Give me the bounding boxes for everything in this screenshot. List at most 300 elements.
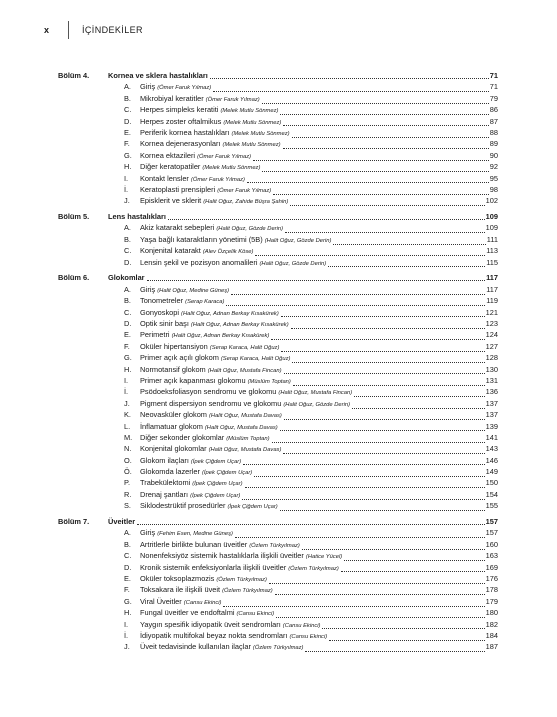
- section-authors: (Melek Mutlu Sönmez): [220, 108, 279, 115]
- section-letter: C.: [124, 105, 132, 115]
- section-row[interactable]: [58, 539, 498, 550]
- section-authors: (Melek Mutlu Sönmez): [202, 165, 261, 172]
- section-title: Akiz katarakt sebepleri: [140, 223, 215, 233]
- section-authors: (Halit Oğuz, Mustafa Fincan): [278, 390, 353, 397]
- section-page: 150: [485, 478, 498, 488]
- section-row[interactable]: [58, 607, 498, 618]
- section-page: 139: [485, 421, 498, 431]
- section-authors: (Melek Mutlu Sönmez): [222, 142, 281, 149]
- section-page: 117: [486, 284, 498, 294]
- section-title: Oküler hipertansiyon: [140, 341, 208, 351]
- chapter-page: 109: [485, 212, 498, 222]
- section-row[interactable]: [58, 184, 498, 195]
- section-letter: J.: [124, 642, 130, 652]
- dot-leader: [344, 554, 484, 561]
- section-row[interactable]: [58, 466, 498, 477]
- dot-leader: [283, 142, 489, 149]
- section-authors: (Müslüm Toptan): [226, 435, 270, 442]
- section-authors: (Müslüm Toptan): [247, 378, 291, 385]
- section-letter: A.: [124, 223, 131, 233]
- dot-leader: [283, 119, 488, 126]
- dot-leader: [280, 504, 485, 511]
- section-letter: G.: [124, 150, 132, 160]
- section-title: Herpes zoster oftalmikus: [140, 116, 222, 126]
- section-authors: (İpek Çiğdem Uçar): [190, 458, 242, 465]
- dot-leader: [329, 634, 484, 641]
- section-page: 137: [485, 410, 498, 420]
- section-authors: (Halit Oğuz, Adnan Berkay Kısakürek): [190, 321, 289, 328]
- dot-leader: [137, 518, 485, 525]
- section-title: Yaygın spesifik idiyopatik üveit sendromları: [140, 619, 281, 629]
- section-row[interactable]: [58, 386, 498, 397]
- dot-leader: [281, 310, 485, 317]
- section-row[interactable]: [58, 234, 498, 245]
- section-title: Glokom ilaçları: [140, 455, 189, 465]
- section-row[interactable]: [58, 284, 498, 295]
- section-page: 149: [485, 467, 498, 477]
- section-title: Glokomda lazerler: [140, 467, 200, 477]
- section-letter: R.: [124, 489, 132, 499]
- section-title: Toksakara ile ilişkili üveit: [140, 585, 221, 595]
- section-page: 143: [485, 444, 498, 454]
- chapter-title: Glokomlar: [108, 273, 145, 283]
- section-page: 163: [485, 551, 498, 561]
- section-authors: (Ömer Faruk Yılmaz): [197, 153, 252, 160]
- section-row[interactable]: [58, 584, 498, 595]
- dot-leader: [231, 288, 485, 295]
- chapter-page: 71: [489, 71, 498, 80]
- section-row[interactable]: [58, 104, 498, 115]
- section-authors: (Ömer Faruk Yılmaz): [190, 176, 245, 183]
- section-row[interactable]: [58, 421, 498, 432]
- section-row[interactable]: [58, 173, 498, 184]
- section-authors: (Halit Oğuz, Mustafa Fincan): [207, 367, 282, 374]
- dot-leader: [284, 413, 485, 420]
- section-authors: (Hatice Yücel): [305, 554, 343, 561]
- section-title: Oküler toksoplazmozis: [140, 573, 215, 583]
- section-title: Primer açık açılı glokom: [140, 353, 219, 363]
- section-page: 182: [485, 619, 498, 629]
- section-title: Tonometreler: [140, 296, 184, 306]
- section-letter: D.: [124, 318, 132, 328]
- section-row[interactable]: [58, 500, 498, 511]
- section-letter: A.: [124, 528, 131, 538]
- section-authors: (Özlem Türkyılmaz): [249, 542, 300, 549]
- section-title: Lensin şekil ve pozisyon anomalileri: [140, 257, 258, 267]
- dot-leader: [272, 436, 485, 443]
- section-letter: G.: [124, 596, 132, 606]
- section-row[interactable]: [58, 364, 498, 375]
- section-letter: İ.: [124, 387, 129, 397]
- dot-leader: [291, 322, 485, 329]
- section-authors: (Alev Özçelik Köse): [202, 249, 254, 256]
- section-letter: Ö.: [124, 467, 132, 477]
- section-row[interactable]: [58, 295, 498, 306]
- section-title: Pigment dispersiyon sendromu ve glokomu: [140, 398, 282, 408]
- section-page: 169: [485, 562, 498, 572]
- section-authors: (Özlem Türkyılmaz): [252, 645, 304, 652]
- section-letter: P.: [124, 478, 131, 488]
- section-authors: (Cansu Ekinci): [289, 633, 328, 640]
- section-letter: C.: [124, 551, 132, 561]
- section-authors: (Ömer Faruk Yılmaz): [217, 187, 272, 194]
- section-letter: C.: [124, 307, 132, 317]
- chapter-row[interactable]: [58, 211, 498, 222]
- section-page: 141: [485, 432, 498, 442]
- section-title: Periferik kornea hastalıkları: [140, 127, 230, 137]
- dot-leader: [352, 402, 485, 409]
- chapter-title: Lens hastalıkları: [108, 212, 166, 222]
- section-page: 179: [485, 596, 498, 606]
- section-authors: (Halit Oğuz, Gözde Derin): [216, 226, 284, 233]
- section-title: Diğer keratopatiler: [140, 162, 201, 172]
- dot-leader: [255, 249, 485, 256]
- section-row[interactable]: [58, 352, 498, 363]
- section-letter: E.: [124, 330, 131, 340]
- table-of-contents: [58, 70, 498, 653]
- dot-leader: [354, 390, 484, 397]
- section-letter: D.: [124, 116, 132, 126]
- section-page: 119: [486, 296, 498, 306]
- dot-leader: [280, 108, 488, 115]
- section-page: 86: [489, 105, 498, 115]
- section-authors: (Halit Oğuz, Mustafa Davas): [204, 424, 278, 431]
- section-title: Kontakt lensler: [140, 173, 189, 183]
- section-row[interactable]: [58, 318, 498, 329]
- section-authors: (Halit Oğuz, Adnan Berkay Kısakürek): [181, 310, 279, 317]
- section-letter: F.: [124, 341, 130, 351]
- section-title: Neovasküler glokom: [140, 410, 207, 420]
- section-title: Üveit tedavisinde kullanılan ilaçlar: [140, 642, 251, 652]
- section-authors: (Özlem Türkyılmaz): [222, 588, 273, 595]
- section-row[interactable]: [58, 138, 498, 149]
- section-authors: (Serap Karaca, Halit Oğuz): [209, 344, 280, 351]
- dot-leader: [305, 645, 484, 652]
- section-authors: (Halit Oğuz, Gözde Derin): [283, 401, 351, 408]
- section-row[interactable]: [58, 477, 498, 488]
- section-row[interactable]: [58, 562, 498, 573]
- section-title: Kornea ektazileri: [140, 150, 196, 160]
- dot-leader: [281, 345, 484, 352]
- dot-leader: [147, 274, 486, 281]
- section-authors: (Özlem Türkyılmaz): [216, 576, 267, 583]
- section-authors: (Halit Oğuz, Adnan Berkay Kısakürek): [171, 333, 270, 340]
- section-authors: (İpek Çiğdem Uçar): [192, 481, 243, 488]
- section-page: 109: [485, 223, 498, 233]
- section-authors: (Halit Oğuz, Gözde Derin): [264, 237, 332, 244]
- section-letter: İ.: [124, 630, 129, 640]
- section-authors: (Cansu Ekinci): [236, 611, 275, 618]
- header-divider: [68, 21, 69, 39]
- chapter-page: 157: [485, 517, 498, 527]
- section-title: Herpes simpleks keratiti: [140, 105, 219, 115]
- section-row[interactable]: [58, 257, 498, 268]
- section-letter: F.: [124, 139, 130, 149]
- dot-leader: [333, 238, 485, 245]
- section-page: 180: [485, 608, 498, 618]
- section-letter: İ.: [124, 184, 129, 194]
- section-letter: L.: [124, 421, 131, 431]
- section-page: 130: [485, 364, 498, 374]
- section-letter: S.: [124, 501, 131, 511]
- section-authors: (Halit Oğuz, Medine Güneş): [157, 287, 230, 294]
- section-page: 184: [485, 630, 498, 640]
- section-page: 71: [489, 82, 498, 92]
- section-page: 92: [489, 162, 498, 172]
- dot-leader: [213, 85, 489, 92]
- section-page: 115: [486, 257, 498, 267]
- section-row[interactable]: [58, 116, 498, 127]
- section-title: Siklodestrüktif prosedürler: [140, 501, 226, 511]
- dot-leader: [292, 356, 484, 363]
- section-title: Konjenital katarakt: [140, 246, 201, 256]
- section-page: 176: [485, 573, 498, 583]
- section-row[interactable]: [58, 329, 498, 340]
- section-row[interactable]: [58, 245, 498, 256]
- section-letter: A.: [124, 284, 131, 294]
- section-row[interactable]: [58, 150, 498, 161]
- section-letter: B.: [124, 93, 131, 103]
- section-authors: (Halit Oğuz, Gözde Derin): [259, 260, 327, 267]
- section-title: Optik sinir başı: [140, 318, 189, 328]
- dot-leader: [341, 565, 485, 572]
- section-letter: I.: [124, 375, 129, 385]
- chapter-number: Bölüm 7.: [58, 517, 90, 527]
- section-letter: H.: [124, 162, 132, 172]
- chapter-number: Bölüm 6.: [58, 273, 90, 283]
- section-page: 128: [485, 353, 498, 363]
- page-header: [44, 25, 524, 41]
- dot-leader: [284, 367, 485, 374]
- dot-leader: [285, 226, 485, 233]
- dot-leader: [254, 470, 484, 477]
- section-authors: (Cansu Ekinci): [183, 599, 222, 606]
- dot-leader: [275, 588, 485, 595]
- section-page: 124: [485, 330, 498, 340]
- section-row[interactable]: [58, 222, 498, 233]
- section-page: 111: [486, 234, 498, 244]
- dot-leader: [302, 543, 485, 550]
- section-title: Kornea dejenerasyonları: [140, 139, 221, 149]
- section-row[interactable]: [58, 161, 498, 172]
- chapter-row[interactable]: [58, 272, 498, 283]
- section-title: İdiyopatik multifokal beyaz nokta sendromları: [140, 630, 288, 640]
- section-authors: (Serap Karaca, Halit Oğuz): [220, 356, 291, 363]
- section-row[interactable]: [58, 195, 498, 206]
- dot-leader: [269, 577, 485, 584]
- section-title: Psödoeksfoliasyon sendromu ve glokomu: [140, 387, 277, 397]
- section-title: Mikrobiyal keratitler: [140, 93, 204, 103]
- section-letter: B.: [124, 296, 131, 306]
- section-row[interactable]: [58, 307, 498, 318]
- section-authors: (Fehim Esen, Medine Güneş): [157, 531, 233, 538]
- section-row[interactable]: [58, 409, 498, 420]
- dot-leader: [245, 481, 485, 488]
- section-title: Primer açık kapanması glokomu: [140, 375, 246, 385]
- section-row[interactable]: [58, 455, 498, 466]
- dot-leader: [290, 199, 484, 206]
- section-page: 95: [489, 173, 498, 183]
- section-row[interactable]: [58, 398, 498, 409]
- chapter-row[interactable]: [58, 516, 498, 527]
- dot-leader: [292, 131, 489, 138]
- section-row[interactable]: [58, 641, 498, 652]
- page-number: x: [44, 25, 50, 35]
- section-page: 123: [485, 318, 498, 328]
- section-letter: E.: [124, 127, 131, 137]
- dot-leader: [262, 97, 489, 104]
- section-page: 187: [485, 642, 498, 652]
- section-title: Drenaj şantları: [140, 489, 189, 499]
- chapter-title: Kornea ve sklera hastalıkları: [108, 71, 208, 80]
- section-page: 121: [485, 307, 498, 317]
- section-letter: C.: [124, 246, 132, 256]
- section-page: 160: [485, 539, 498, 549]
- section-title: İnflamatuar glokom: [140, 421, 203, 431]
- dot-leader: [235, 531, 485, 538]
- dot-leader: [280, 424, 485, 431]
- page-title: İÇİNDEKİLER: [82, 25, 143, 35]
- dot-leader: [283, 447, 484, 454]
- section-row[interactable]: [58, 375, 498, 386]
- section-page: 136: [485, 387, 498, 397]
- section-page: 87: [489, 116, 498, 126]
- section-title: Fungal üveitler ve endoftalmi: [140, 608, 235, 618]
- section-title: Yaşa bağlı kataraktların yönetimi (5B): [140, 234, 263, 244]
- section-letter: H.: [124, 608, 132, 618]
- dot-leader: [322, 622, 484, 629]
- section-authors: (Melek Mutlu Sönmez): [223, 119, 282, 126]
- section-title: Trabekülektomi: [140, 478, 191, 488]
- section-page: 79: [489, 93, 498, 103]
- section-letter: K.: [124, 410, 131, 420]
- section-row[interactable]: [58, 93, 498, 104]
- section-title: Episklerit ve sklerit: [140, 196, 202, 206]
- chapter-title: Üveitler: [108, 517, 136, 527]
- section-letter: I.: [124, 173, 129, 183]
- section-row[interactable]: [58, 630, 498, 641]
- section-letter: G.: [124, 353, 132, 363]
- section-row[interactable]: [58, 81, 498, 92]
- dot-leader: [223, 600, 484, 607]
- section-page: 157: [485, 528, 498, 538]
- section-title: Kronik sistemik enfeksiyonlarla ilişkili üveitler: [140, 562, 287, 572]
- section-letter: I.: [124, 619, 129, 629]
- chapter-number: Bölüm 4.: [58, 71, 90, 80]
- dot-leader: [210, 72, 489, 79]
- dot-leader: [243, 458, 485, 465]
- section-letter: M.: [124, 432, 133, 442]
- section-title: Normotansif glokom: [140, 364, 206, 374]
- section-letter: F.: [124, 585, 130, 595]
- section-row[interactable]: [58, 489, 498, 500]
- chapter-page: 117: [486, 273, 498, 283]
- section-authors: (Halit Oğuz, Mustafa Davas): [208, 447, 282, 454]
- section-letter: B.: [124, 539, 131, 549]
- section-page: 178: [485, 585, 498, 595]
- section-row[interactable]: [58, 432, 498, 443]
- section-title: Giriş: [140, 528, 156, 538]
- section-letter: B.: [124, 234, 131, 244]
- dot-leader: [253, 154, 489, 161]
- section-letter: H.: [124, 364, 132, 374]
- section-row[interactable]: [58, 573, 498, 584]
- section-title: Diğer sekonder glokomlar: [140, 432, 225, 442]
- section-title: Giriş: [140, 82, 156, 92]
- section-page: 154: [485, 489, 498, 499]
- section-authors: (İpek Çiğdem Uçar): [227, 504, 278, 511]
- section-page: 98: [489, 184, 498, 194]
- section-page: 137: [485, 398, 498, 408]
- section-letter: J.: [124, 196, 130, 206]
- section-row[interactable]: [58, 341, 498, 352]
- section-row[interactable]: [58, 443, 498, 454]
- section-letter: N.: [124, 444, 132, 454]
- section-row[interactable]: [58, 550, 498, 561]
- dot-leader: [262, 165, 488, 172]
- section-row[interactable]: [58, 596, 498, 607]
- section-letter: O.: [124, 455, 132, 465]
- dot-leader: [271, 333, 484, 340]
- dot-leader: [247, 176, 489, 183]
- section-title: Giriş: [140, 284, 156, 294]
- section-page: 89: [489, 139, 498, 149]
- section-authors: (Serap Karaca): [185, 299, 225, 306]
- section-title: Nonenfeksiyöz sistemik hastalıklarla ilişkili üveitler: [140, 551, 304, 561]
- section-row[interactable]: [58, 619, 498, 630]
- dot-leader: [242, 493, 484, 500]
- section-title: Keratoplasti prensipleri: [140, 184, 216, 194]
- section-page: 131: [485, 375, 498, 385]
- dot-leader: [328, 260, 485, 267]
- section-page: 88: [489, 127, 498, 137]
- chapter-row[interactable]: [58, 70, 498, 81]
- dot-leader: [276, 611, 484, 618]
- section-authors: (Özlem Türkyılmaz): [288, 565, 339, 572]
- chapter-number: Bölüm 5.: [58, 212, 90, 222]
- section-page: 155: [485, 501, 498, 511]
- dot-leader: [168, 213, 485, 220]
- section-letter: E.: [124, 573, 131, 583]
- dot-leader: [226, 299, 485, 306]
- section-authors: (Halit Oğuz, Zahide Büşra Şahin): [203, 199, 289, 206]
- dot-leader: [293, 379, 485, 386]
- section-page: 127: [485, 341, 498, 351]
- section-authors: (Ömer Faruk Yılmaz): [205, 96, 260, 103]
- section-authors: (Melek Mutlu Sönmez): [231, 130, 290, 137]
- section-letter: A.: [124, 82, 131, 92]
- section-authors: (Cansu Ekinci): [282, 622, 321, 629]
- section-authors: (İpek Çiğdem Uçar): [190, 492, 241, 499]
- section-authors: (Halit Oğuz, Mustafa Davas): [208, 413, 282, 420]
- section-page: 146: [485, 455, 498, 465]
- section-page: 90: [489, 150, 498, 160]
- section-title: Konjenital glokomlar: [140, 444, 207, 454]
- dot-leader: [273, 188, 489, 195]
- section-row[interactable]: [58, 127, 498, 138]
- section-authors: (Ömer Faruk Yılmaz): [157, 85, 212, 92]
- section-authors: (İpek Çiğdem Uçar): [201, 470, 253, 477]
- section-title: Perimetri: [140, 330, 170, 340]
- section-row[interactable]: [58, 527, 498, 538]
- section-title: Gonyoskopi: [140, 307, 180, 317]
- section-title: Viral Üveitler: [140, 596, 182, 606]
- section-page: 102: [485, 196, 498, 206]
- section-page: 113: [486, 246, 498, 256]
- section-title: Artritlerle birlikte bulunan üveitler: [140, 539, 248, 549]
- section-letter: D.: [124, 257, 132, 267]
- section-letter: J.: [124, 398, 130, 408]
